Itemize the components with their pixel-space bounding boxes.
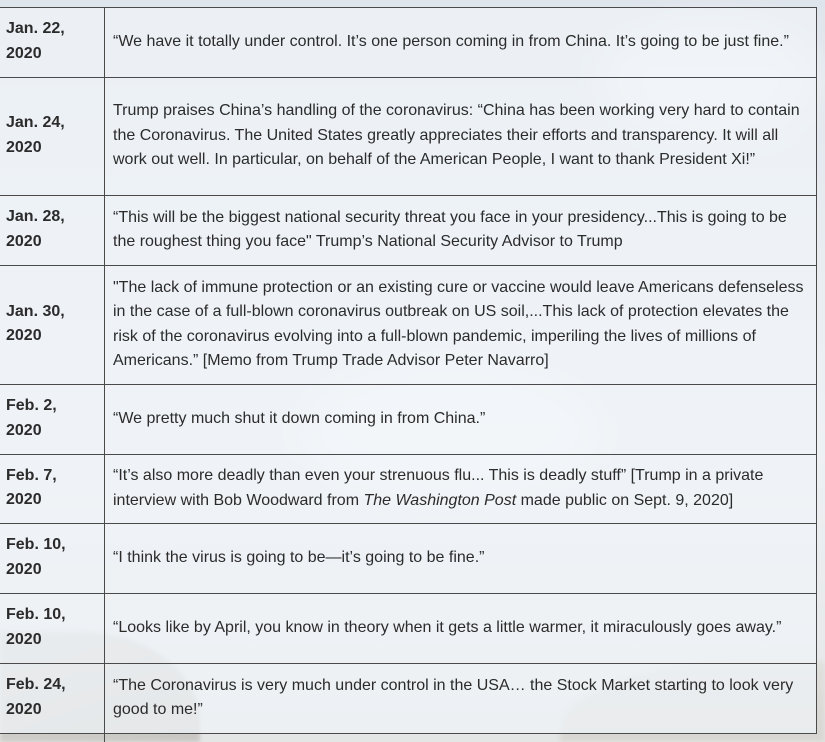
date-cell <box>0 664 105 734</box>
date-year: 2020 <box>6 421 42 439</box>
date-cell <box>0 266 105 385</box>
table-row <box>0 8 817 78</box>
date-month-day: Feb. 10, <box>6 536 66 553</box>
quote-cell: “I think the virus is going to be—it’s going to be fine.” <box>105 524 817 594</box>
date-year: 2020 <box>6 491 42 508</box>
date-month-day: Jan. 30, <box>6 302 65 320</box>
date-year: 2020 <box>6 44 42 62</box>
date-year: 2020 <box>6 700 42 718</box>
date-month-day: Feb. 24, <box>6 676 66 693</box>
quote-cell: “Looks like by April, you know in theory when it gets a little warmer, it miraculously goes away.” <box>105 594 817 664</box>
quote-timeline-table <box>0 7 817 734</box>
date-cell <box>0 8 105 78</box>
date-cell <box>0 455 105 524</box>
date-cell <box>0 524 105 594</box>
table-row <box>0 594 817 664</box>
table-row <box>0 385 817 455</box>
quote-cell: “We pretty much shut it down coming in from China.” <box>105 385 817 455</box>
table-row <box>0 664 817 734</box>
table-row <box>0 524 817 594</box>
date-month-day: Jan. 24, <box>6 114 65 131</box>
quote-text: made public on Sept. 9, 2020] <box>516 491 734 509</box>
quote-cell: “This will be the biggest national security threat you face in your presidency...This is going to be the roughest thing you face" Trump’s National Security Advisor to Trump <box>105 196 817 266</box>
quote-cell: "The lack of immune protection or an existing cure or vaccine would leave Americans defenseless in the case of a full-blown coronavirus outbreak on US soil,...This lack of protection elevates the risk of the coronavirus evolving into a full-blown pandemic, imperiling the lives of millions of Americans.” [Memo from Trump Trade Advisor Peter Navarro] <box>105 266 817 385</box>
table-row <box>0 266 817 385</box>
date-year: 2020 <box>6 138 42 156</box>
quote-cell: “We have it totally under control. It’s one person coming in from China. It’s going to be just fine.” <box>105 8 817 78</box>
date-year: 2020 <box>6 630 42 648</box>
date-year: 2020 <box>6 327 42 344</box>
date-year: 2020 <box>6 232 42 250</box>
date-cell <box>0 385 105 455</box>
table-row <box>0 78 817 196</box>
column-divider <box>104 733 105 742</box>
quote-text: “It’s also more deadly than even your strenuous flu... This is deadly stuff” [Trump in a private interview with Bob Woodward from <box>113 467 764 509</box>
date-cell <box>0 78 105 196</box>
date-month-day: Feb. 10, <box>6 606 66 623</box>
date-year: 2020 <box>6 560 42 578</box>
quote-cell: Trump praises China’s handling of the coronavirus: “China has been working very hard to contain the Coronavirus. The United States greatly appreciates their efforts and transparency. It will all work out well. In particular, on behalf of the American People, I want to thank President Xi!” <box>105 78 817 196</box>
date-cell <box>0 196 105 266</box>
date-month-day: Feb. 7, <box>6 466 57 484</box>
table-row <box>0 196 817 266</box>
date-cell <box>0 594 105 664</box>
quote-cell: “The Coronavirus is very much under control in the USA… the Stock Market starting to look very good to me!” <box>105 664 817 734</box>
date-month-day: Feb. 2, <box>6 397 57 414</box>
publication-name: The Washington Post <box>363 491 517 509</box>
table-row <box>0 455 817 524</box>
quote-cell <box>105 455 817 524</box>
date-month-day: Jan. 28, <box>6 208 65 225</box>
date-month-day: Jan. 22, <box>6 20 65 37</box>
